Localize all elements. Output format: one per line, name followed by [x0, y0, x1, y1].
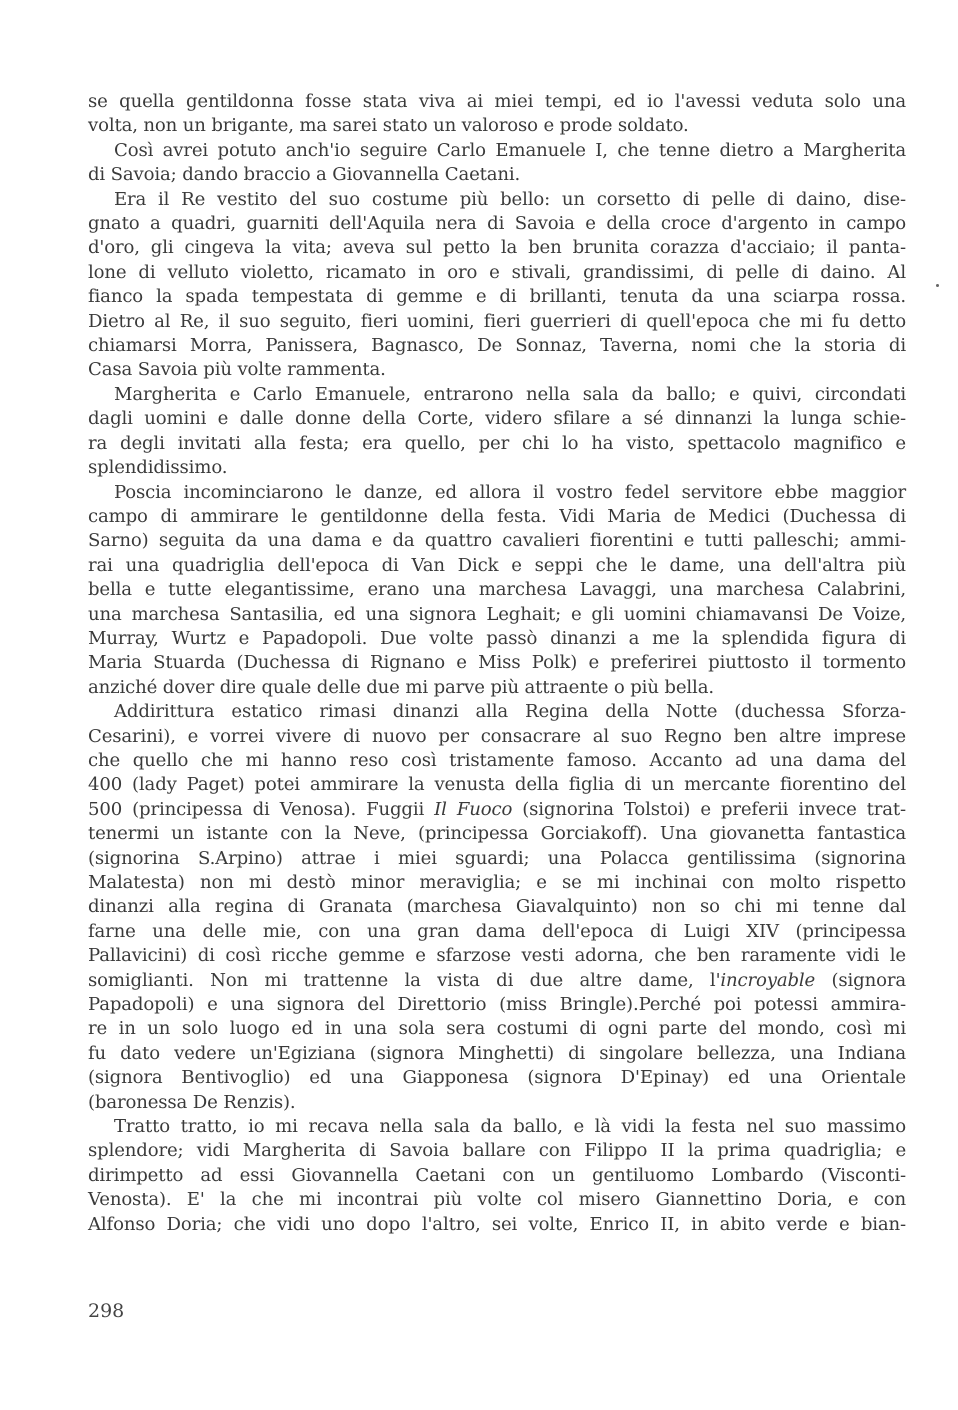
paragraph	[88, 700, 906, 1115]
text-line: Poscia incominciarono le danze, ed allora il vostro fedel servitore ebbe maggior	[114, 481, 906, 503]
paragraph	[88, 1115, 906, 1237]
text-line: Margherita e Carlo Emanuele, entrarono nella sala da ballo; e quivi, circondati	[114, 383, 906, 405]
text-line: che quello che mi hanno reso così tristamente famoso. Accanto ad una dama del	[88, 749, 906, 771]
text-line: splendore; vidi Margherita di Savoia ballare con Filippo II la prima quadriglia; e	[88, 1140, 906, 1162]
text-line: se quella gentildonna fosse stata viva ai miei tempi, ed io l'avessi veduta solo una	[88, 91, 906, 112]
paragraph	[88, 481, 906, 701]
text-line: Cesarini), e vorrei vivere di nuovo per consacrare al suo Regno ben altre imprese	[88, 725, 906, 747]
text-line: rai una quadriglia dell'epoca di Van Dick e seppi che le dame, una dell'altra più	[88, 554, 906, 576]
text-line: di Savoia; dando braccio a Giovannella Caetani.	[88, 164, 521, 186]
text-line: 500 (principessa di Venosa). Fuggii Il Fuoco (signorina Tolstoi) e preferii invece trat-	[88, 798, 906, 820]
text-line: Maria Stuarda (Duchessa di Rignano e Miss Polk) e preferirei piuttosto il tormento	[88, 652, 906, 674]
text-line: splendidissimo.	[88, 457, 228, 479]
text-line: gnato a quadri, guarniti dell'Aquila nera di Savoia e della croce d'argento in campo	[88, 213, 906, 235]
text-line: bella e tutte elegantissime, erano una marchesa Lavaggi, una marchesa Calabrini,	[88, 579, 906, 601]
text-line: Pallavicini) di così ricche gemme e sfarzose vesti adorna, che ben raramente vidi le	[88, 945, 906, 967]
text-line: una marchesa Santasilia, ed una signora Leghait; e gli uomini chiamavansi De Voize,	[88, 603, 906, 625]
text-line: Sarno) seguita da una dama e da quattro cavalieri fiorentini e tutti palleschi; ammi-	[88, 530, 906, 552]
text-line: Casa Savoia più volte rammenta.	[88, 359, 386, 381]
text-line: (signora Bentivoglio) ed una Giapponesa (signora D'Epinay) ed una Orientale	[88, 1067, 906, 1089]
text-line: re in un solo luogo ed in una sola sera costumi di ogni parte del mondo, così mi	[88, 1018, 906, 1040]
text-line: Venosta). E' la che mi incontrai più volte col misero Giannettino Doria, e con	[88, 1189, 906, 1211]
text-line: fianco la spada tempestata di gemme e di brillanti, tenuta da una sciarpa rossa.	[88, 286, 906, 308]
italic-title: Il Fuoco	[434, 798, 513, 820]
text-line: Malatesta) non mi destò minor meraviglia; e se mi inchinai con molto rispetto	[88, 872, 906, 893]
italic-title: incroyable	[720, 969, 816, 991]
text-line: Murray, Wurtz e Papadopoli. Due volte passò dinanzi a me la splendida figura di	[88, 627, 906, 649]
text-line: Addirittura estatico rimasi dinanzi alla Regina della Notte (duchessa Sforza-	[114, 701, 906, 723]
text-line: Dietro al Re, il suo seguito, fieri uomini, fieri guerrieri di quell'epoca che mi fu detto	[88, 310, 906, 332]
text-line: dagli uomini e dalle donne della Corte, videro sfilare a sé dinnanzi la lunga schie-	[88, 408, 906, 430]
text-line: Era il Re vestito del suo costume più bello: un corsetto di pelle di daino, dise-	[114, 188, 906, 210]
paragraph	[88, 139, 906, 188]
text-line: Tratto tratto, io mi recava nella sala da ballo, e là vidi la festa nel suo massimo	[114, 1116, 906, 1138]
text-line: chiamarsi Morra, Panissera, Bagnasco, De Sonnaz, Taverna, nomi che la storia di	[88, 335, 906, 357]
text-line: Alfonso Doria; che vidi uno dopo l'altro, sei volte, Enrico II, in abito verde e bian-	[88, 1213, 906, 1235]
text-line: d'oro, gli cingeva la vita; aveva sul petto la ben brunita corazza d'acciaio; il panta-	[88, 237, 906, 259]
page-number: 298	[88, 1300, 125, 1322]
text-line: Papadopoli) e una signora del Direttorio (miss Bringle).Perché poi potessi ammira-	[88, 994, 906, 1016]
text-line: (signorina S.Arpino) attrae i miei sguardi; una Polacca gentilissima (signorina	[88, 847, 906, 869]
text-line: 400 (lady Paget) potei ammirare la venusta della figlia di un mercante fiorentino del	[88, 774, 906, 796]
text-line: Così avrei potuto anch'io seguire Carlo Emanuele I, che tenne dietro a Margherita	[114, 139, 906, 161]
text-line: volta, non un brigante, ma sarei stato un valoroso e prode soldato.	[88, 115, 689, 137]
text-line: lone di velluto violetto, ricamato in oro e stivali, grandissimi, di pelle di daino. Al	[88, 261, 906, 283]
text-line: tenermi un istante con la Neve, (principessa Gorciakoff). Una giovanetta fantastica	[88, 823, 906, 845]
text-line: anziché dover dire quale delle due mi parve più attraente o più bella.	[88, 676, 714, 698]
margin-mark	[936, 284, 939, 287]
text-line: somiglianti. Non mi trattenne la vista di due altre dame, l'incroyable (signora	[88, 969, 906, 991]
text-line: (baronessa De Renzis).	[88, 1091, 296, 1113]
text-line: dinanzi alla regina di Granata (marchesa Giavalquinto) non so chi mi tenne dal	[88, 896, 906, 918]
text-line: dirimpetto ad essi Giovannella Caetani con un gentiluomo Lombardo (Visconti-	[88, 1164, 906, 1186]
text-line: farne una delle mie, con una gran dama dell'epoca di Luigi XIV (principessa	[88, 920, 906, 942]
text-line: ra degli invitati alla festa; era quello, per chi lo ha visto, spettacolo magnifico e	[88, 432, 906, 454]
paragraph	[88, 90, 906, 139]
paragraph	[88, 383, 906, 481]
text-line: campo di ammirare le gentildonne della festa. Vidi Maria de Medici (Duchessa di	[88, 505, 906, 527]
text-line: fu dato vedere un'Egiziana (signora Minghetti) di singolare bellezza, una Indiana	[88, 1042, 906, 1064]
body-text	[88, 90, 906, 1237]
paragraph	[88, 188, 906, 383]
